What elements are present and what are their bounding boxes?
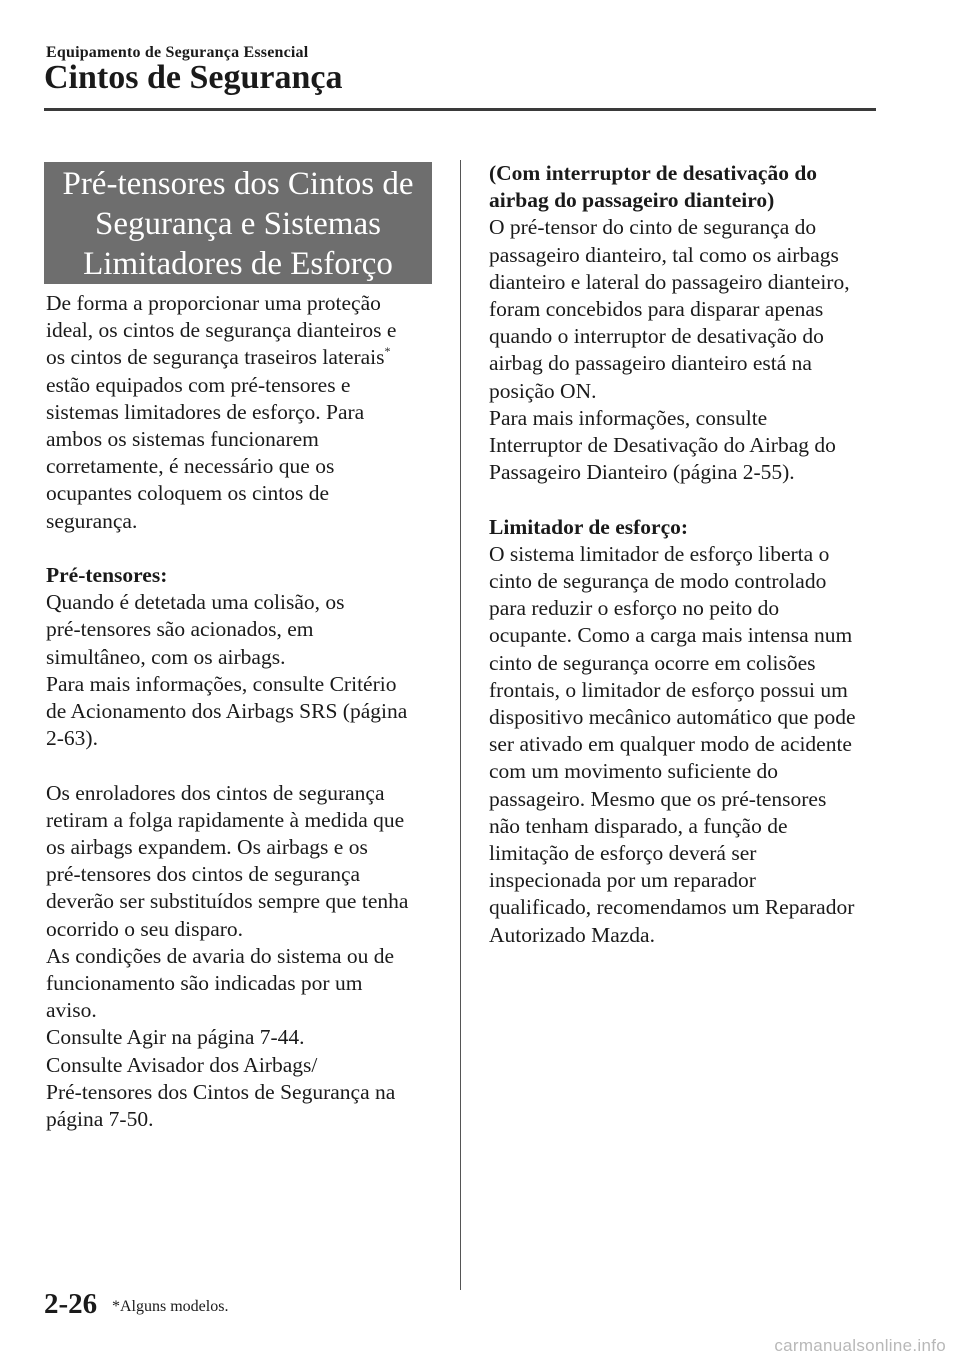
pretensores-heading: Pré-tensores: xyxy=(46,563,168,588)
text-line: para reduzir o esforço no peito do xyxy=(489,596,780,621)
text-line: Pré-tensores dos Cintos de Segurança na xyxy=(46,1079,396,1104)
text-line: página 7-50. xyxy=(46,1107,154,1132)
pretensores-paragraph xyxy=(46,589,432,752)
text-line: pré-tensores são acionados, em xyxy=(46,617,314,642)
text-line: sistemas limitadores de esforço. Para xyxy=(46,399,365,424)
text-line: airbag do passageiro dianteiro está na xyxy=(489,351,812,376)
text-line: Passageiro Dianteiro (página 2-55). xyxy=(489,460,795,485)
watermark: carmanualsonline.info xyxy=(774,1336,946,1355)
text-line: aviso. xyxy=(46,998,97,1023)
text-line: Interruptor de Desativação do Airbag do xyxy=(489,433,836,458)
text-line: Quando é detetada uma colisão, os xyxy=(46,590,345,615)
text-line: ocupante. Como a carga mais intensa num xyxy=(489,623,853,648)
page-number: 2-26 xyxy=(44,1288,98,1320)
text-line: cinto de segurança de modo controlado xyxy=(489,569,827,594)
text-line: As condições de avaria do sistema ou de xyxy=(46,943,395,968)
text-line: simultâneo, com os airbags. xyxy=(46,644,286,669)
text-line: ideal, os cintos de segurança dianteiros e xyxy=(46,318,397,343)
switch-heading-line: (Com interruptor de desativação do xyxy=(489,161,818,185)
text-line: De forma a proporcionar uma proteção xyxy=(46,291,381,315)
text-line: 2-63). xyxy=(46,726,98,751)
text-line: ser ativado em qualquer modo de acidente xyxy=(489,732,852,757)
text-line: passageiro. Mesmo que os pré-tensores xyxy=(489,786,827,811)
text-line: ocupantes coloquem os cintos de xyxy=(46,481,330,506)
text-line: de Acionamento dos Airbags SRS (página xyxy=(46,699,408,724)
paragraph-gap xyxy=(489,486,877,513)
text-line: segurança. xyxy=(46,508,138,533)
text-line: passageiro dianteiro, tal como os airbags xyxy=(489,242,839,267)
section-title-line: Limitadores de Esforço xyxy=(83,246,393,282)
text-line: os airbags expandem. Os airbags e os xyxy=(46,835,368,860)
text-line: quando o interruptor de desativação do xyxy=(489,324,824,349)
header-divider xyxy=(44,108,876,111)
text-line: O sistema limitador de esforço liberta o xyxy=(489,541,830,566)
text-line: limitação de esforço deverá ser xyxy=(489,841,757,866)
text-line-content: os cintos de segurança traseiros laterais xyxy=(46,345,385,370)
text-line: dianteiro e lateral do passageiro dianteiro, xyxy=(489,269,850,294)
retractor-paragraph xyxy=(46,780,432,1134)
text-line: Autorizado Mazda. xyxy=(489,922,655,947)
text-line: Para mais informações, consulte Critério xyxy=(46,671,397,696)
switch-paragraph xyxy=(489,214,877,486)
text-line: foram concebidos para disparar apenas xyxy=(489,297,824,322)
switch-heading-line: airbag do passageiro dianteiro) xyxy=(489,188,775,213)
section-title-box xyxy=(44,162,432,284)
text-line: Consulte Agir na página 7-44. xyxy=(46,1025,305,1050)
text-line: estão equipados com pré-tensores e xyxy=(46,372,351,397)
left-column xyxy=(46,290,432,1133)
text-line: não tenham disparado, a função de xyxy=(489,813,788,838)
limiter-heading: Limitador de esforço: xyxy=(489,514,689,539)
chapter-title: Equipamento de Segurança Essencial xyxy=(46,44,309,61)
text-line: com um movimento suficiente do xyxy=(489,759,779,784)
text-line: deverão ser substituídos sempre que tenha xyxy=(46,889,409,914)
text-line: cinto de segurança ocorre em colisões xyxy=(489,650,816,675)
text-line: O pré-tensor do cinto de segurança do xyxy=(489,215,817,240)
text-line: ambos os sistemas funcionarem xyxy=(46,427,319,452)
paragraph-gap xyxy=(46,535,432,562)
footnote-marker: * xyxy=(384,344,391,359)
text-line: Para mais informações, consulte xyxy=(489,405,768,430)
text-line: Consulte Avisador dos Airbags/ xyxy=(46,1052,318,1077)
right-column xyxy=(489,160,877,949)
text-line: inspecionada por um reparador xyxy=(489,868,756,893)
column-divider xyxy=(460,160,461,1290)
limiter-paragraph xyxy=(489,541,877,949)
paragraph-gap xyxy=(46,752,432,779)
text-line: corretamente, é necessário que os xyxy=(46,454,335,479)
text-line: qualificado, recomendamos um Reparador xyxy=(489,895,855,920)
text-line xyxy=(46,344,432,371)
text-line: funcionamento são indicadas por um xyxy=(46,971,363,996)
text-line: ocorrido o seu disparo. xyxy=(46,916,244,941)
intro-paragraph xyxy=(46,290,432,535)
text-line: retiram a folga rapidamente à medida que xyxy=(46,807,405,832)
text-line: pré-tensores dos cintos de segurança xyxy=(46,862,361,887)
section-title-line: Segurança e Sistemas xyxy=(95,206,381,242)
text-line: posição ON. xyxy=(489,378,597,403)
text-line: dispositivo mecânico automático que pode xyxy=(489,705,856,730)
text-line: Os enroladores dos cintos de segurança xyxy=(46,780,385,805)
page-title: Cintos de Segurança xyxy=(44,59,343,96)
footnote: *Alguns modelos. xyxy=(112,1298,229,1315)
section-title-line: Pré-tensores dos Cintos de xyxy=(62,166,414,202)
text-line: frontais, o limitador de esforço possui um xyxy=(489,677,848,702)
